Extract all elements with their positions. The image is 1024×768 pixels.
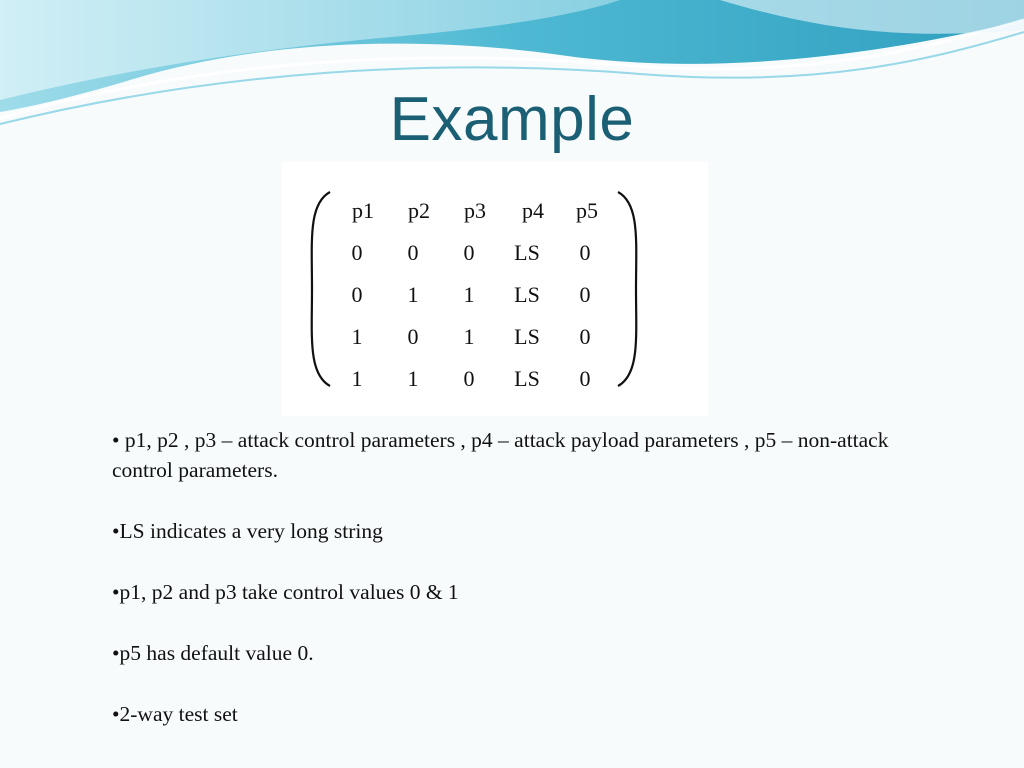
matrix-cell: 0 — [351, 282, 363, 307]
matrix-cell: 0 — [351, 240, 363, 265]
matrix-cell: LS — [514, 240, 540, 265]
matrix-header-p2: p2 — [408, 198, 430, 223]
matrix-header-p1: p1 — [352, 198, 374, 223]
matrix-cell: LS — [514, 324, 540, 349]
bullet-item: •p5 has default value 0. — [112, 641, 314, 665]
bullet-list — [112, 425, 932, 760]
matrix-header-p3: p3 — [464, 198, 486, 223]
matrix-cell: 1 — [351, 366, 363, 391]
parameter-matrix — [282, 162, 708, 416]
matrix-header-p4: p4 — [522, 198, 544, 223]
matrix-cell: 0 — [579, 366, 591, 391]
matrix-header-p5: p5 — [576, 198, 598, 223]
matrix-cell: 0 — [579, 240, 591, 265]
matrix-cell: 1 — [463, 282, 475, 307]
matrix-cell: 0 — [407, 324, 419, 349]
matrix-cell: 0 — [579, 324, 591, 349]
bullet-item: •p1, p2 and p3 take control values 0 & 1 — [112, 580, 459, 604]
matrix-cell: LS — [514, 282, 540, 307]
bullet-item: •LS indicates a very long string — [112, 519, 383, 543]
slide-title: Example — [389, 85, 635, 154]
left-bracket — [312, 192, 330, 386]
right-bracket — [618, 192, 636, 386]
matrix-cell: 0 — [407, 240, 419, 265]
matrix-cell: 1 — [463, 324, 475, 349]
bullet-item: • p1, p2 , p3 – attack control parameters , p4 – attack payload parameters , p5 – non-attack control parameters. — [112, 428, 889, 482]
matrix-cell: 0 — [463, 366, 475, 391]
matrix-cell: 1 — [351, 324, 363, 349]
bullet-item: •2-way test set — [112, 702, 238, 726]
matrix-cell: 1 — [407, 282, 419, 307]
matrix-cell: 0 — [463, 240, 475, 265]
matrix-cell: 0 — [579, 282, 591, 307]
matrix-cell: LS — [514, 366, 540, 391]
matrix-cell: 1 — [407, 366, 419, 391]
